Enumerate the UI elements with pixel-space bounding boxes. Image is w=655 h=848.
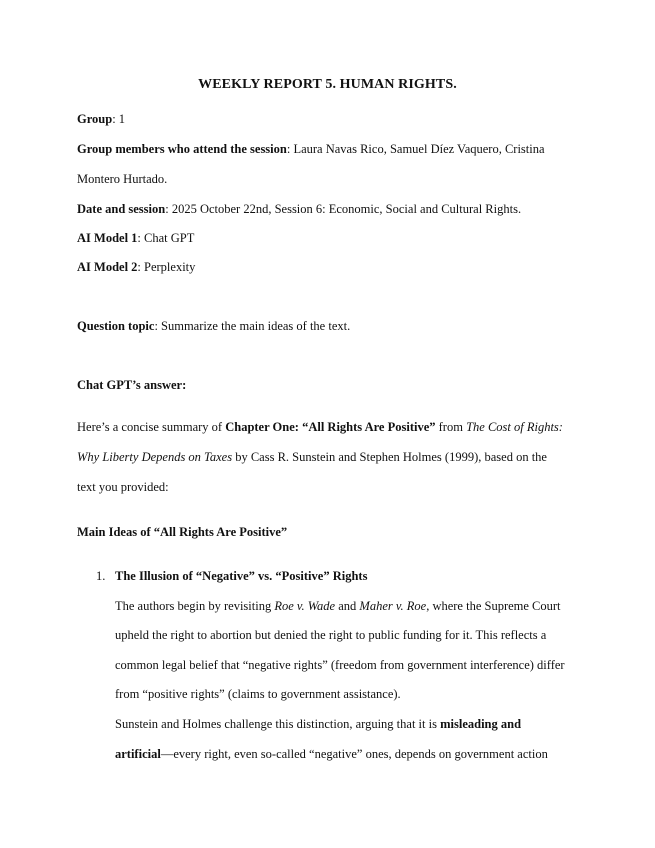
intro-text: Here’s a concise summary of — [77, 420, 226, 434]
intro-line-1 — [77, 419, 563, 435]
intro-text: from — [435, 420, 467, 434]
group-value: : 1 — [112, 112, 126, 126]
main-ideas-heading: Main Ideas of “All Rights Are Positive” — [77, 525, 288, 539]
date-label: Date and session — [77, 202, 166, 216]
item-line-1 — [115, 598, 561, 614]
members-label: Group members who attend the session — [77, 142, 287, 156]
members-line — [77, 141, 545, 157]
book-subtitle: Why Liberty Depends on Taxes — [77, 450, 233, 464]
intro-line-3: text you provided: — [77, 480, 169, 494]
question-line — [77, 318, 350, 334]
item-line-2: upheld the right to abortion but denied the right to public funding for it. This reflects a — [115, 628, 547, 642]
case-name: Roe v. Wade — [274, 599, 336, 613]
ai-model-2-value: : Perplexity — [137, 260, 196, 274]
item-line-4: from “positive rights” (claims to government assistance). — [115, 687, 401, 701]
ai-model-1-label: AI Model 1 — [77, 231, 138, 245]
ai-model-1-value: : Chat GPT — [137, 231, 195, 245]
date-value: : 2025 October 22nd, Session 6: Economic, Social and Cultural Rights. — [165, 202, 522, 216]
emphasis-text: misleading and — [440, 717, 522, 731]
item-text: , where the Supreme Court — [426, 599, 561, 613]
date-line — [77, 201, 521, 217]
case-name: Maher v. Roe — [359, 599, 427, 613]
list-item-number: 1. — [96, 569, 106, 583]
question-value: : Summarize the main ideas of the text. — [154, 319, 351, 333]
ai-model-1-line — [77, 230, 194, 246]
list-item-heading: The Illusion of “Negative” vs. “Positive” Rights — [115, 569, 368, 583]
members-value: : Laura Navas Rico, Samuel Díez Vaquero, Cristina — [286, 142, 545, 156]
item-text: —every right, even so-called “negative” ones, depends on government action — [160, 747, 548, 761]
book-title: The Cost of Rights: — [466, 420, 563, 434]
intro-text: by Cass R. Sunstein and Stephen Holmes (1999), based on the — [232, 450, 547, 464]
question-label: Question topic — [77, 319, 155, 333]
answer-heading: Chat GPT’s answer: — [77, 378, 187, 392]
item-text: and — [335, 599, 360, 613]
item-line-3: common legal belief that “negative rights” (freedom from government interference) differ — [115, 658, 565, 672]
item-line-5 — [115, 716, 521, 732]
emphasis-text: artificial — [115, 747, 161, 761]
members-line-2: Montero Hurtado. — [77, 172, 168, 186]
group-line — [77, 111, 125, 127]
chapter-title: Chapter One: “All Rights Are Positive” — [225, 420, 436, 434]
ai-model-2-line — [77, 259, 195, 275]
intro-line-2 — [77, 449, 547, 465]
report-title: WEEKLY REPORT 5. HUMAN RIGHTS. — [198, 77, 457, 92]
ai-model-2-label: AI Model 2 — [77, 260, 138, 274]
item-text: The authors begin by revisiting — [115, 599, 275, 613]
group-label: Group — [77, 112, 113, 126]
item-text: Sunstein and Holmes challenge this distinction, arguing that it is — [115, 717, 441, 731]
item-line-6 — [115, 746, 548, 762]
